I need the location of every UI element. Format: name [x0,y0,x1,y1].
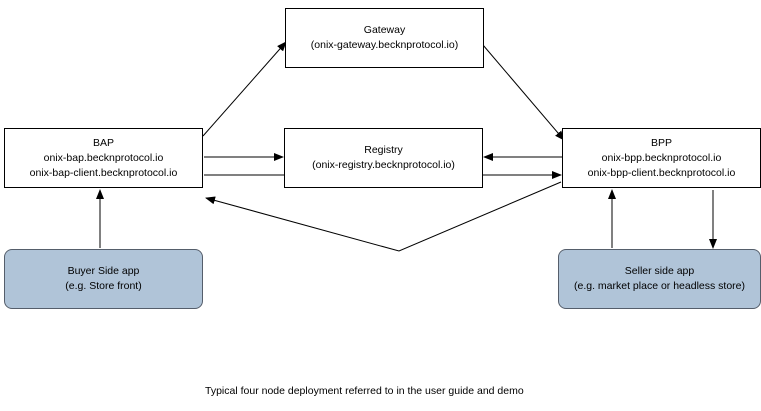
diagram-caption: Typical four node deployment referred to in the user guide and demo [205,385,524,397]
node-buyer-app-line-2: (e.g. Store front) [65,280,142,292]
node-seller-app-line-2: (e.g. market place or headless store) [574,280,745,292]
node-bap-line-3: onix-bap-client.becknprotocol.io [29,166,178,179]
node-bap-line-1: BAP [92,136,114,149]
node-buyer-app[interactable] [4,249,203,309]
node-gateway-line-1: Gateway [363,24,406,36]
node-bap-line-2: onix-bap.becknprotocol.io [43,151,164,164]
edge-gateway-to-bpp [483,45,564,140]
node-buyer-app-line-1: Buyer Side app [67,265,140,277]
node-registry[interactable] [284,128,483,188]
node-seller-app[interactable] [558,249,761,309]
node-bpp[interactable] [562,128,761,188]
edge-bpp-to-bap [206,182,561,251]
node-registry-line-1: Registry [364,144,403,156]
node-seller-app-line-1: Seller side app [624,265,695,277]
node-bpp-line-1: BPP [650,136,672,149]
node-gateway[interactable] [285,8,484,68]
node-bpp-line-2: onix-bpp.becknprotocol.io [601,151,722,164]
edge-bap-to-gateway [203,42,286,136]
node-bap[interactable] [4,128,203,188]
node-bpp-line-3: onix-bpp-client.becknprotocol.io [587,166,736,179]
node-registry-line-2: (onix-registry.becknprotocol.io) [312,159,455,171]
node-gateway-line-2: (onix-gateway.becknprotocol.io) [310,39,459,51]
